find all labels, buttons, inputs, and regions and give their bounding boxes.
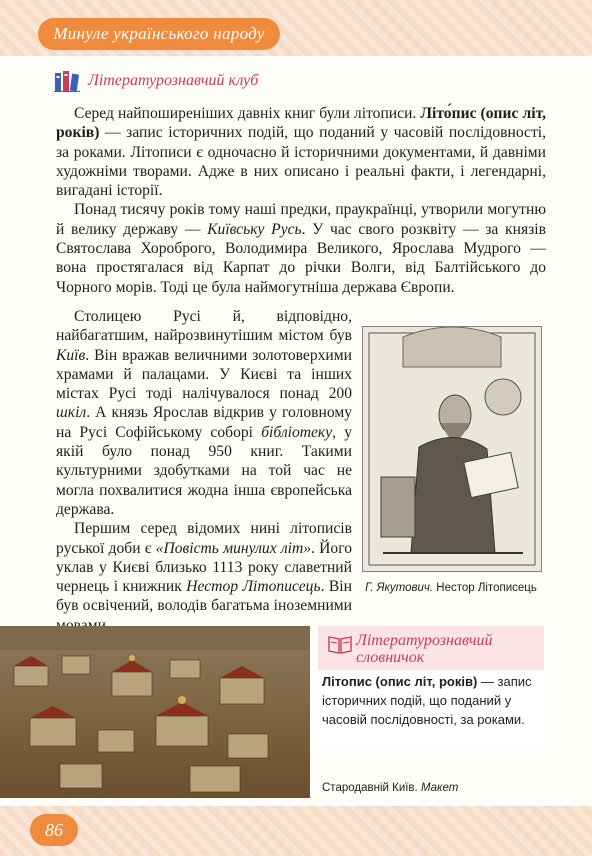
book-icon: [328, 634, 352, 654]
glossary-title: Літературознавчий словничок: [356, 632, 493, 666]
column-text: [56, 307, 352, 635]
glossary-entry: Літопис (опис літ, років) — запис історичних подій, що поданий у часовій послідовності, за роками.: [322, 674, 532, 727]
portrait-caption: Г. Якутович. Нестор Літописець: [365, 582, 537, 594]
term-bold: Літо́пис (опис літ, років): [56, 105, 546, 142]
footer-band: [0, 806, 592, 856]
ancient-kyiv-model-photo: [0, 626, 310, 798]
paragraph-1: Серед найпоширеніших давніх книг були літописи. Літо́пис (опис літ, років) — запис історичних подій, що поданий у часовій послідовності, за роками. Літописи є одночасно й історичними документами, й давніми художніми творами. Адже в них описано і реальні факти, і легендарні, вигадані історії.: [56, 105, 546, 200]
books-icon: [54, 70, 80, 92]
section-title: Минуле українського народу: [38, 18, 280, 50]
intro-text: [56, 104, 546, 297]
model-caption: Стародавній Київ. Макет: [322, 782, 459, 794]
club-title: Літературознавчий клуб: [88, 72, 259, 89]
term-italic: Київську Русь: [207, 220, 302, 238]
page-number: 86: [30, 814, 78, 846]
nestor-portrait-engraving: [362, 326, 542, 572]
paragraph-2: Понад тисячу років тому наші предки, праукраїнці, утворили могутню й велику державу — Київську Русь. У час свого розквіту — за князів Святослава Хороброго, Володимира Великого, Ярослава Мудрого — вона простягалася від Карпат до річки Волги, від Балтійського до Чорного морів. Тоді це була наймогутніша держава Європи.: [56, 201, 546, 296]
paragraph-3: Столицею Русі й, відповідно, найбагатшим, найрозвинутішим містом був Київ. Він вражав величними золотоверхими храмами й палацами. У Києві та інших містах Русі тоді налічувалося понад 200 шкіл. А князь Ярослав відкрив у головному на Русі Софійському соборі бібліотеку, у якій було понад 950 книг. Такими культурними здобутками на той час не могла похвалитися жодна інша європейська держава.: [56, 308, 353, 518]
literary-glossary-box: [318, 626, 544, 746]
paragraph-4: Першим серед відомих нині літописів руської доби є «Повість минулих літ». Його уклав у Києві близько 1113 року славетний чернець і книжник Нестор Літописець. Він був освічений, володів багатьма іноземними: [56, 520, 353, 615]
